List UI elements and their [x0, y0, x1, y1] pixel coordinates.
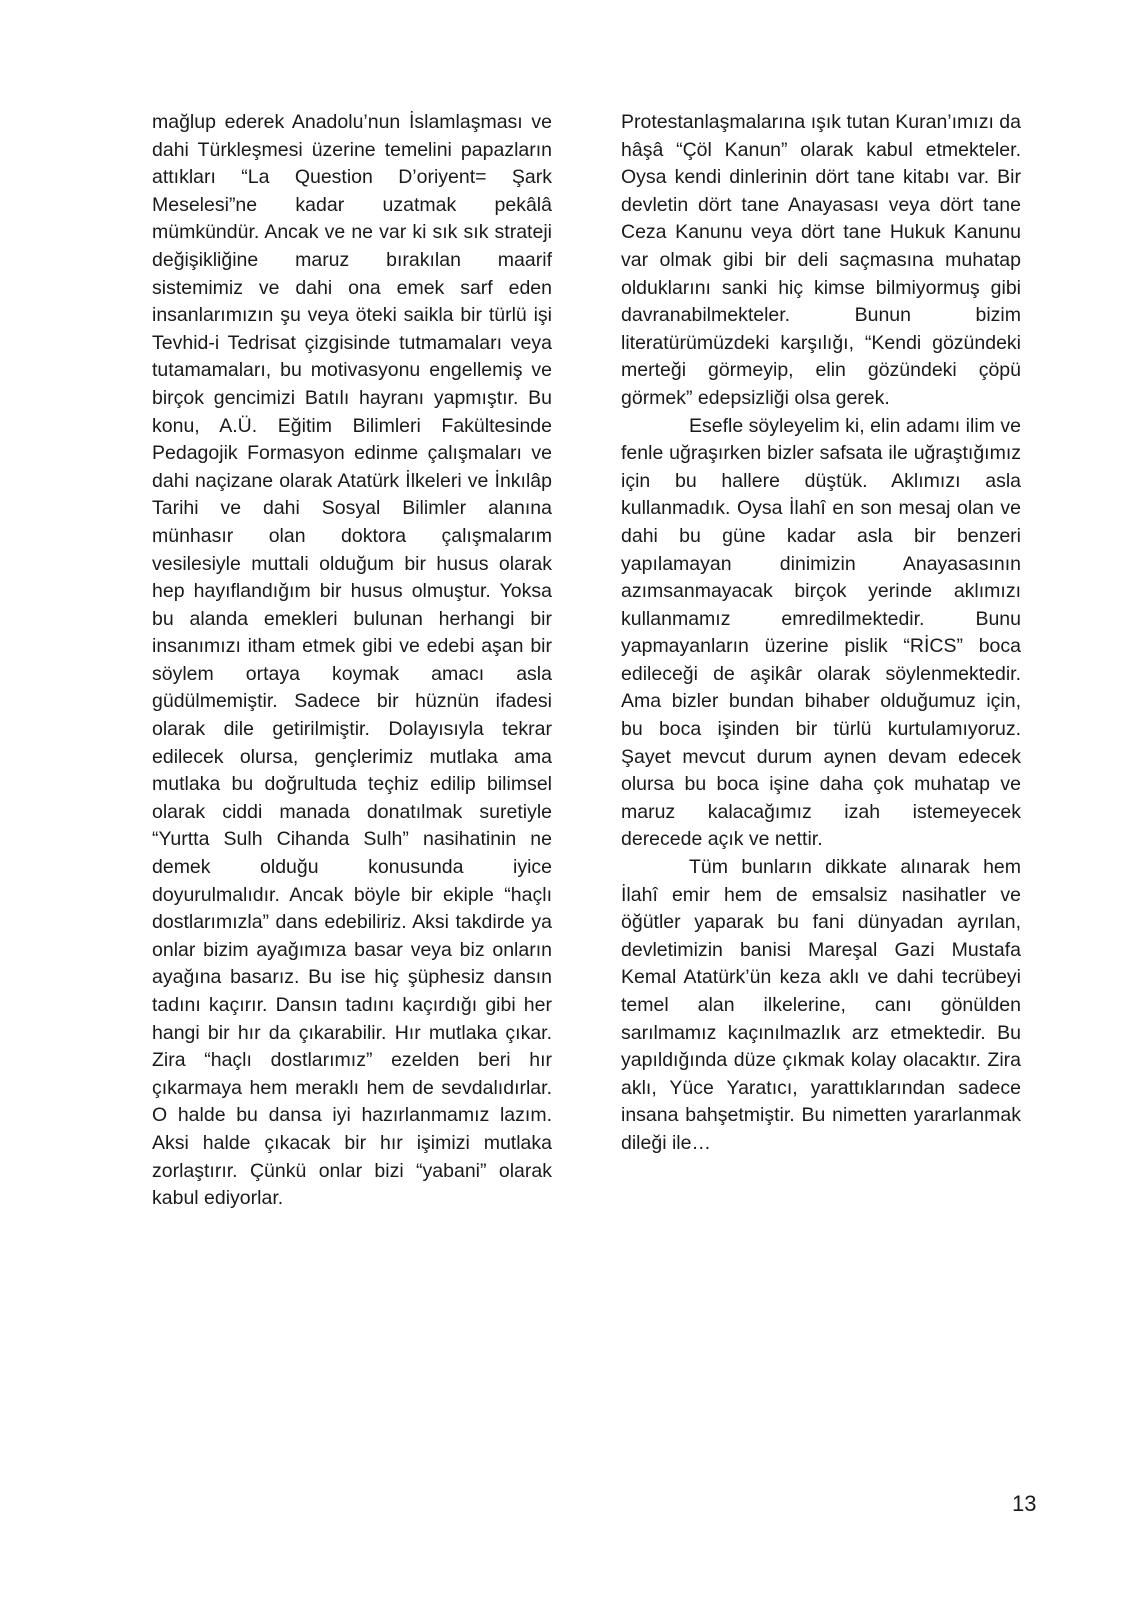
page-number: 13 [1012, 1491, 1037, 1516]
right-paragraph-1: Protestanlaşmalarına ışık tutan Kuran’ımızı da hâşâ “Çöl Kanun” olarak kabul etmekteler. Oysa kendi dinlerinin dört tane kitabı var. Bir devletin dört tane Anayasası veya dört tane Ceza Kanunu veya dört tane Hukuk Kanunu var olmak gibi bir deli saçmasına muhatap olduklarını sanki hiç kimse bilmiyormuş gibi davranabilmekteler. Bunun bizim literatürümüzdeki karşılığı, “Kendi gözündeki merteği görmeyip, elin gözündeki çöpü görmek” edepsizliği olsa gerek. [621, 111, 1021, 409]
left-paragraph-1: mağlup ederek Anadolu’nun İslamlaşması ve dahi Türkleşmesi üzerine temelini papazların attıkları “La Question D’oriyent= Şark Meselesi”ne kadar uzatmak pekâlâ mümkündür. Ancak ve ne var ki sık sık strateji değişikliğine maruz bırakılan maarif sistemimiz ve dahi ona emek sarf eden insanlarımızın şu veya öteki saikla bir türlü işi Tevhid-i Tedrisat çizgisinde tutmamaları veya tutamamaları, bu motivasyonu engellemiş ve birçok gencimizi Batılı hayranı yapmıştır. Bu konu, A.Ü. Eğitim Bilimleri Fakültesinde Pedagojik Formasyon edinme çalışmaları ve dahi naçizane olarak Atatürk İlkeleri ve İnkılâp Tarihi ve dahi Sosyal Bilimler alanına münhasır olan doktora çalışmalarım vesilesiyle muttali olduğum bir husus olarak hep hayıflandığım bir husus olmuştur. Yoksa bu alanda emekleri bulunan herhangi bir insanımızı itham etmek gibi ve edebi aşan bir söylem ortaya koymak amacı asla güdülmemiştir. Sadece bir hüznün ifadesi olarak dile getirilmiştir. Dolayısıyla tekrar edilecek olursa, gençlerimiz mutlaka ama mutlaka bu doğrultuda teçhiz edilip bilimsel olarak ciddi manada donatılmak suretiyle “Yurtta Sulh Cihanda Sulh” nasihatinin ne demek olduğu konusunda iyice doyurulmalıdır. Ancak böyle bir ekiple “haçlı dostlarımızla” dans edebiliriz. Aksi takdirde ya onlar bizim ayağımıza basar veya biz onların ayağına basarız. Bu ise hiç şüphesiz dansın tadını kaçırır. Dansın tadını kaçırdığı gibi her hangi bir hır da çıkarabilir. Hır mutlaka çıkar. Zira “haçlı dostlarımız” ezelden beri hır çıkarmaya hem meraklı hem de sevdalıdırlar. O halde bu dansa iyi hazırlanmamız lazım. Aksi halde çıkacak bir hır işimizi mutlaka zorlaştırır. Çünkü onlar bizi “yabani” olarak kabul ediyorlar. [152, 111, 552, 1210]
right-text-column [621, 109, 1021, 1158]
right-paragraph-2: Esefle söyleyelim ki, elin adamı ilim ve fenle uğraşırken bizler safsata ile uğraştığımız için bu hallere düştük. Aklımızı asla kullanmadık. Oysa İlahî en son mesaj olan ve dahi bu güne kadar asla bir benzeri yapılamayan dinimizin Anayasasının azımsanmayacak birçok yerinde aklımızı kullanmamız emredilmektedir. Bunu yapmayanların üzerine pislik “RİCS” boca edileceği de aşikâr olarak söylenmektedir. Ama bizler bundan bihaber olduğumuz için, bu boca işinden bir türlü kurtulamıyoruz. Şayet mevcut durum aynen devam edecek olursa bu boca işine daha çok muhatap ve maruz kalacağımız izah istemeyecek derecede açık ve nettir. [621, 414, 1021, 851]
right-paragraph-3: Tüm bunların dikkate alınarak hem İlahî emir hem de emsalsiz nasihatler ve öğütler yaparak bu fani dünyadan ayrılan, devletimizin banisi Mareşal Gazi Mustafa Kemal Atatürk’ün keza aklı ve dahi tecrübeyi temel alan ilkelerine, canı gönülden sarılmamız kaçınılmazlık arz etmektedir. Bu yapıldığında düze çıkmak kolay olacaktır. Zira aklı, Yüce Yaratıcı, yarattıklarından sadece insana bahşetmiştir. Bu nimetten yararlanmak dileği ile… [621, 856, 1021, 1154]
left-text-column [152, 109, 552, 1213]
